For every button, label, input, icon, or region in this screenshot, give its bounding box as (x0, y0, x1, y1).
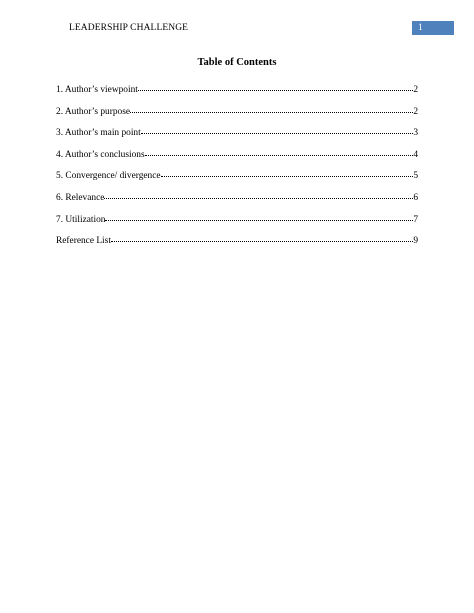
page-number-badge (412, 21, 454, 35)
toc-entry-page: 5 (413, 171, 418, 182)
toc-entry-page: 3 (413, 128, 418, 139)
toc-entry[interactable] (56, 149, 418, 171)
dot-leader (111, 241, 413, 242)
toc-entry[interactable] (56, 106, 418, 128)
page-number: 1 (418, 23, 423, 33)
toc-entry[interactable] (56, 170, 418, 192)
toc-entry-label: 2. Author’s purpose (56, 106, 131, 117)
toc-entry[interactable] (56, 127, 418, 149)
toc-entry-page: 4 (413, 149, 418, 160)
toc-entry-page: 2 (413, 106, 418, 117)
toc-entry[interactable] (56, 235, 418, 257)
dot-leader (145, 155, 414, 156)
toc-entry-page: 7 (413, 214, 418, 225)
toc-entry-label: 6. Relevance (56, 192, 105, 203)
dot-leader (105, 220, 413, 221)
toc-entry-page: 9 (413, 236, 418, 247)
running-head: LEADERSHIP CHALLENGE (69, 23, 189, 33)
toc-entry-label: 7. Utilization (56, 214, 106, 225)
dot-leader (161, 176, 414, 177)
dot-leader (141, 133, 414, 134)
toc-entry[interactable] (56, 214, 418, 236)
toc-entry[interactable] (56, 84, 418, 106)
dot-leader (104, 198, 413, 199)
toc-title: Table of Contents (197, 57, 277, 68)
toc-entry-label: 1. Author’s viewpoint (56, 85, 138, 95)
toc-entry-page: 6 (413, 192, 418, 203)
dot-leader (130, 112, 413, 113)
toc-entry-label: 3. Author’s main point (56, 128, 141, 139)
toc-entry[interactable] (56, 192, 418, 214)
toc-entry-label: Reference List (56, 236, 111, 247)
dot-leader (138, 90, 413, 91)
toc-entry-page: 2 (413, 85, 418, 95)
toc-entry-label: 5. Convergence/ divergence (56, 171, 161, 182)
table-of-contents (56, 84, 418, 257)
toc-entry-label: 4. Author’s conclusions (56, 149, 145, 160)
